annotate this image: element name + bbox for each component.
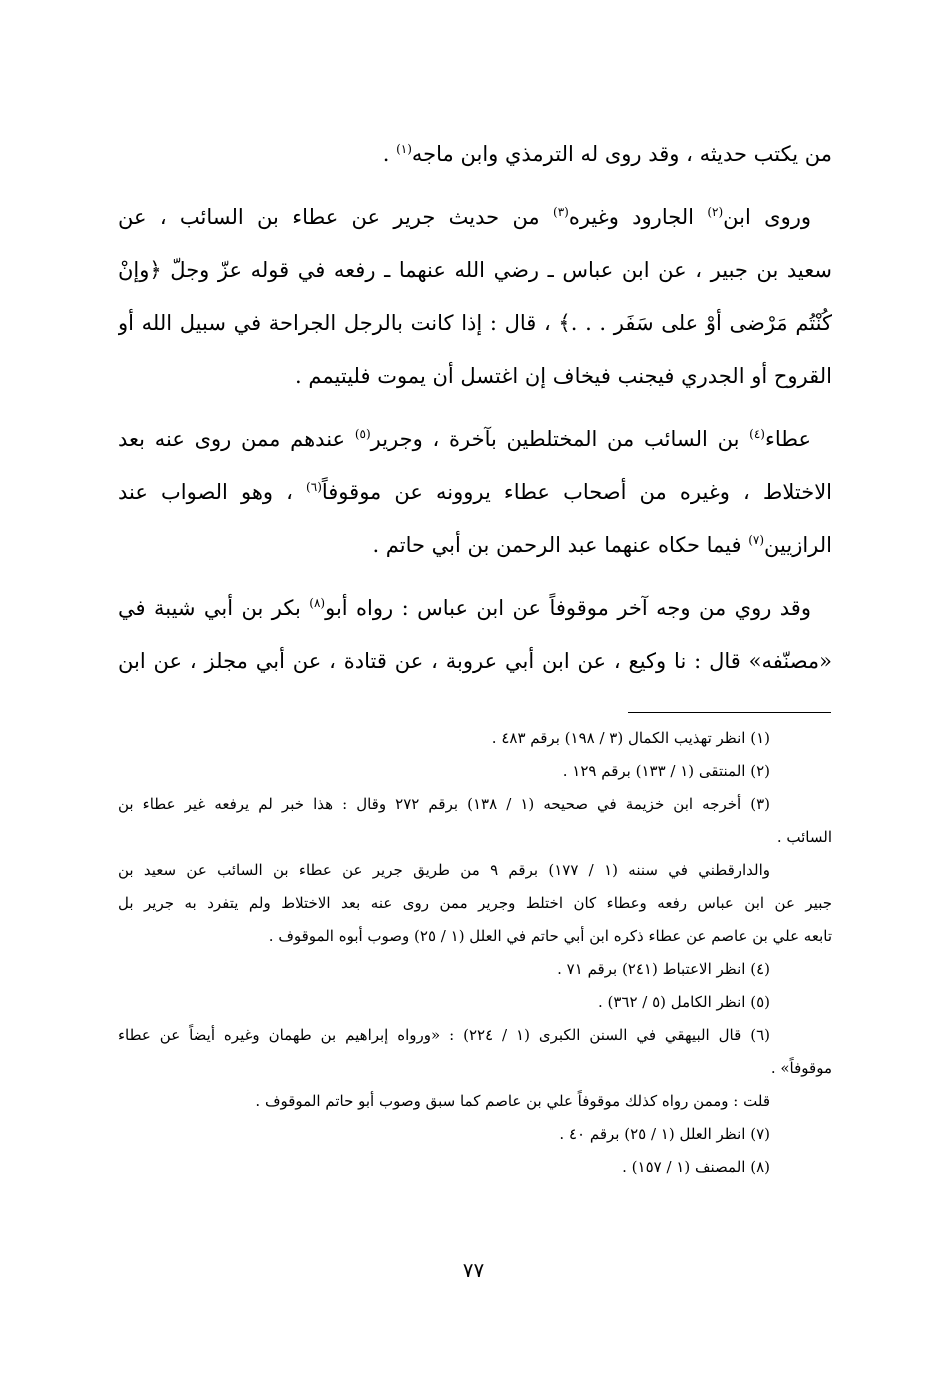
footnote-1: (١) انظر تهذيب الكمال (٣ / ١٩٨) برقم ٤٨٣ . xyxy=(491,729,770,747)
text-run: عطاء xyxy=(764,427,811,451)
footnote-8: (٨) المصنف (١ / ١٥٧) . xyxy=(622,1158,770,1176)
text-run: بكر بن أبي شيبة في xyxy=(118,596,310,620)
paragraph-3-line-2 xyxy=(118,466,832,519)
paragraph-2-line-1 xyxy=(118,191,832,244)
footnote-4: (٤) انظر الاعتباط (٢٤١) برقم ٧١ . xyxy=(557,960,770,978)
paragraph-2-line-2: سعيد بن جبير ، عن ابن عباس ـ رضي الله عنهما ـ رفعه في قوله عزّ وجلّ ﴿وإنْ xyxy=(118,258,832,282)
footnote-ref-8: (٨) xyxy=(309,596,326,610)
text-run: عندهم ممن روى عنه بعد xyxy=(118,427,355,451)
footnote-6-line-2: موقوفاً» . xyxy=(770,1059,832,1077)
text-run: . xyxy=(382,142,397,166)
paragraph-4-line-1 xyxy=(118,582,832,635)
footnote-divider xyxy=(628,712,831,713)
text-run: الرازيين xyxy=(764,533,832,557)
paragraph-2-line-4: القروح أو الجدري فيجنب فيخاف إن اغتسل أن يموت فليتيمم . xyxy=(295,364,832,388)
footnote-ref-3: (٣) xyxy=(553,205,569,219)
paragraph-1-line-1 xyxy=(118,128,832,181)
footnote-6-line-3: قلت : وممن رواه كذلك موقوفاً علي بن عاصم كما سبق وصوب أبو حاتم الموقوف . xyxy=(255,1092,770,1110)
text-run: الجارود وغيره xyxy=(568,205,708,229)
paragraph-4-line-2: «مصنّفه» قال : نا وكيع ، عن ابن أبي عروبة ، عن قتادة ، عن أبي مجلز ، عن ابن xyxy=(118,649,832,673)
footnote-3-line-4: جبير عن ابن عباس رفعه وعطاء كان اختلط وجرير ممن روى عنه بعد الاختلاط ولم يتفرد به جرير بل xyxy=(118,894,832,912)
footnote-2: (٢) المنتقى (١ / ١٣٣) برقم ١٢٩ . xyxy=(562,762,770,780)
paragraph-3-line-3 xyxy=(118,519,832,572)
text-run: بن السائب من المختلطين بآخرة ، وجرير xyxy=(370,427,750,451)
text-run: من يكتب حديثه ، وقد روى له الترمذي وابن ماجه xyxy=(411,142,832,166)
text-run: فيما حكاه عنهما عبد الرحمن بن أبي حاتم . xyxy=(372,533,749,557)
footnote-7: (٧) انظر العلل (١ / ٢٥) برقم ٤٠ . xyxy=(559,1125,770,1143)
footnote-5: (٥) انظر الكامل (٥ / ٣٦٢) . xyxy=(597,993,770,1011)
paragraph-3-line-1 xyxy=(118,413,832,466)
text-run: وقد روي من وجه آخر موقوفاً عن ابن عباس : رواه أبو xyxy=(325,596,811,620)
text-run: من حديث جرير عن عطاء بن السائب ، عن xyxy=(118,205,553,229)
footnote-ref-7: (٧) xyxy=(748,533,765,547)
paragraph-2-line-3: كُنْتُم مَرْضى أوْ على سَفَر . . .﴾ ، قال : إذا كانت بالرجل الجراحة في سبيل الله أو xyxy=(118,311,832,335)
footnote-ref-1: (١) xyxy=(396,142,412,156)
footnote-3-line-5: تابعه علي بن عاصم عن عطاء ذكره ابن أبي حاتم في العلل (١ / ٢٥) وصوب أبوه الموقوف . xyxy=(268,927,832,945)
footnote-6-line-1: (٦) قال البيهقي في السنن الكبرى (١ / ٢٢٤) : «ورواه إبراهيم بن طهمان وغيره أيضاً عن عطاء xyxy=(118,1026,770,1044)
text-run: الاختلاط ، وغيره من أصحاب عطاء يروونه عن موقوفاً xyxy=(321,480,832,504)
footnote-ref-6: (٦) xyxy=(306,480,322,494)
text-run: وروى ابن xyxy=(723,205,811,229)
footnote-ref-4: (٤) xyxy=(749,427,765,441)
footnote-ref-5: (٥) xyxy=(354,427,371,441)
footnote-3-line-3: والدارقطني في سننه (١ / ١٧٧) برقم ٩ من طريق جرير عن عطاء بن السائب عن سعيد بن xyxy=(118,861,771,879)
footnotes xyxy=(118,722,832,1184)
footnote-3-line-1: (٣) أخرجه ابن خزيمة في صحيحه (١ / ١٣٨) برقم ٢٧٢ وقال : هذا خبر لم يرفعه غير عطاء بن xyxy=(118,795,771,813)
footnote-3-line-2: السائب . xyxy=(776,828,832,846)
text-run: ، وهو الصواب عند xyxy=(118,480,307,504)
page-number: ٧٧ xyxy=(462,1258,485,1282)
main-text xyxy=(118,128,832,688)
footnote-ref-2: (٢) xyxy=(707,205,724,219)
